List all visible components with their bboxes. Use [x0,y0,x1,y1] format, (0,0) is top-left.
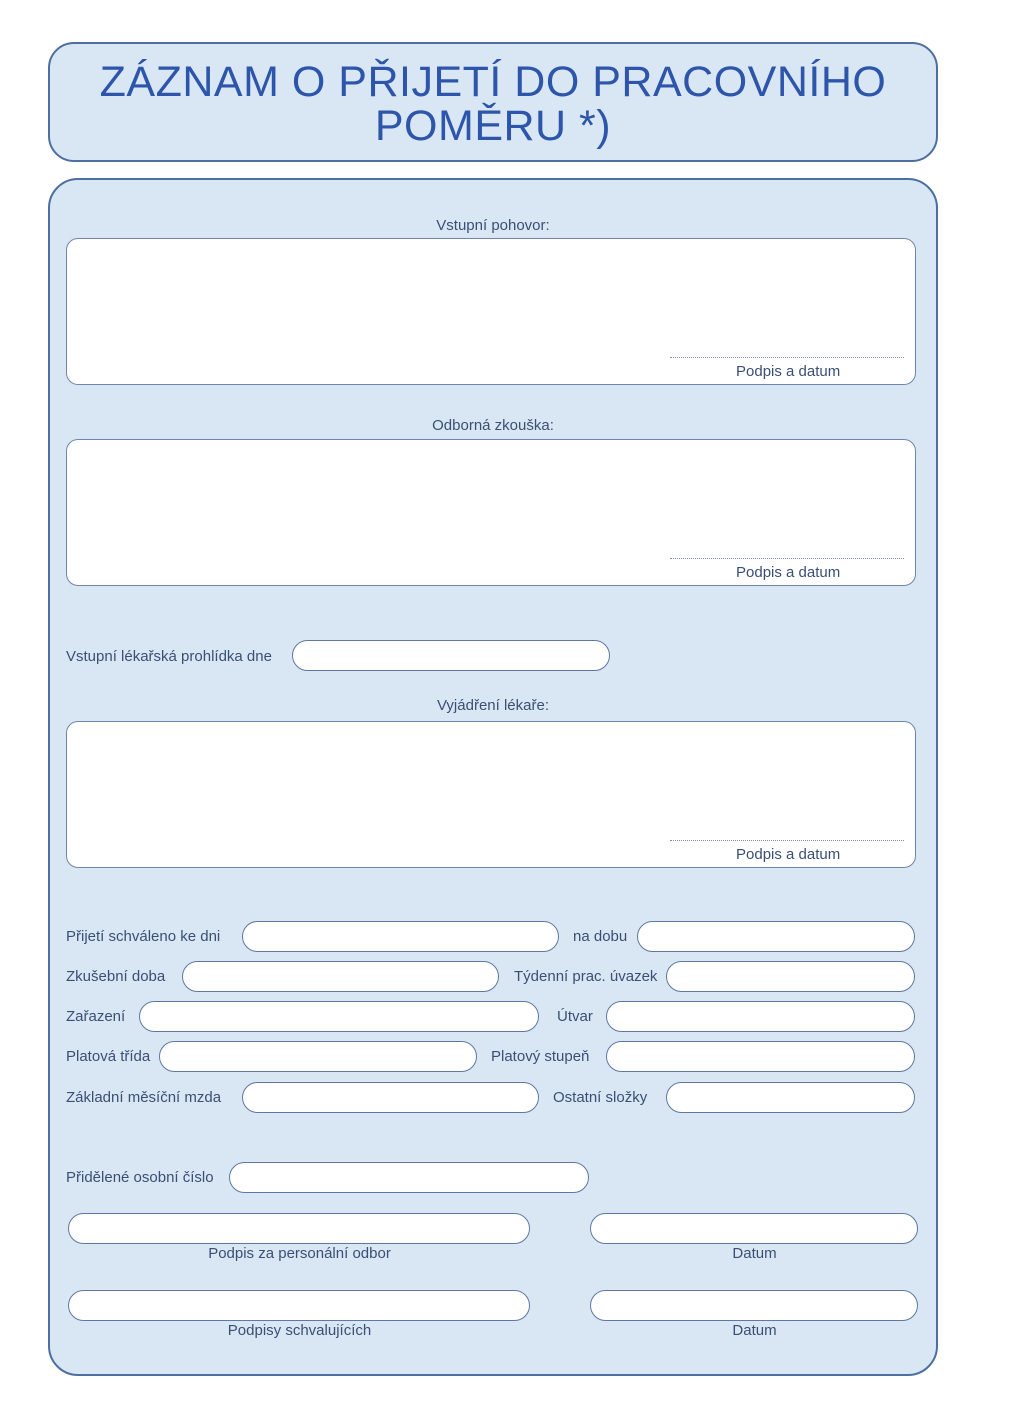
weekly-hours-label: Týdenní prac. úvazek [514,968,658,985]
salary-grade-label: Platový stupeň [491,1048,590,1065]
other-items-field[interactable] [666,1082,915,1113]
approvers-date-field[interactable] [590,1290,918,1321]
weekly-hours-field[interactable] [666,961,915,992]
position-label: Zařazení [66,1008,126,1025]
exam-signature-label: Podpis a datum [736,564,841,581]
salary-class-field[interactable] [159,1041,477,1072]
doctor-label: Vyjádření lékaře: [436,697,549,714]
base-salary-label: Základní měsíční mzda [66,1089,222,1106]
personal-number-field[interactable] [229,1162,589,1193]
position-field[interactable] [139,1001,539,1032]
interview-signature-label: Podpis a datum [736,363,841,380]
other-items-label: Ostatní složky [553,1089,648,1106]
salary-class-label: Platová třída [66,1048,151,1065]
personal-number-label: Přidělené osobní číslo [66,1169,214,1186]
approved-date-label: Přijetí schváleno ke dni [66,928,221,945]
medical-date-field[interactable] [292,640,610,671]
base-salary-field[interactable] [242,1082,539,1113]
hr-signature-field[interactable] [68,1213,530,1244]
approvers-signature-field[interactable] [68,1290,530,1321]
exam-signature-line [670,558,904,559]
probation-label: Zkušební doba [66,968,166,985]
doctor-signature-label: Podpis a datum [736,846,841,863]
interview-label: Vstupní pohovor: [436,217,550,234]
approved-date-field[interactable] [242,921,559,952]
medical-date-label: Vstupní lékařská prohlídka dne [66,648,272,665]
form-title-line-2: POMĚRU *) [374,102,612,150]
probation-field[interactable] [182,961,499,992]
period-field[interactable] [637,921,915,952]
department-label: Útvar [557,1008,593,1025]
approvers-signature-label: Podpisy schvalujících [227,1322,372,1339]
hr-date-field[interactable] [590,1213,918,1244]
period-label: na dobu [573,928,628,945]
department-field[interactable] [606,1001,915,1032]
salary-grade-field[interactable] [606,1041,915,1072]
form-title-line-1: ZÁZNAM O PŘIJETÍ DO PRACOVNÍHO [99,58,887,106]
doctor-signature-line [670,840,904,841]
exam-label: Odborná zkouška: [432,417,554,434]
approvers-date-label: Datum [732,1322,777,1339]
hr-date-label: Datum [732,1245,777,1262]
interview-signature-line [670,357,904,358]
hr-signature-label: Podpis za personální odbor [208,1245,391,1262]
